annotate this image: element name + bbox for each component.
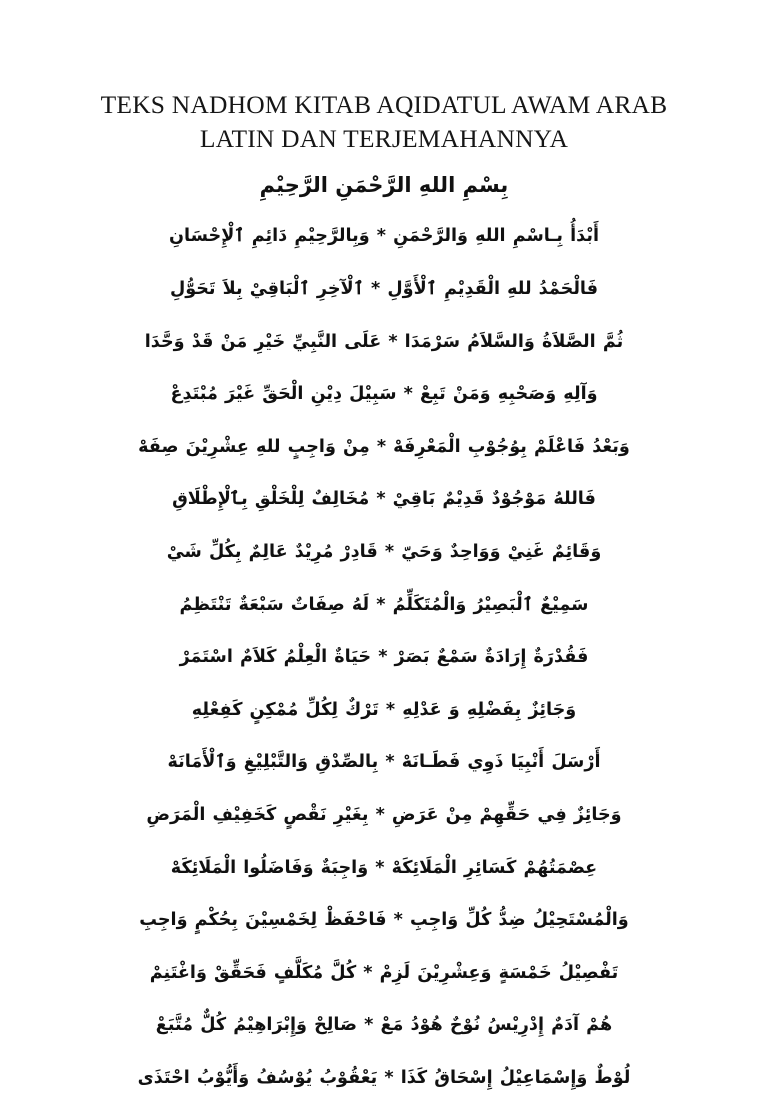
verse-line: أَبْدَأُ بِـاسْمِ اللهِ وَالرَّحْمَنِ * وَبِالرَّحِيْمِ دَائِمِ ٱلْإِحْسَانِ	[169, 226, 599, 247]
page-title-line-1: TEKS NADHOM KITAB AQIDATUL AWAM ARAB	[100, 90, 668, 119]
verse-line: هُمْ آدَمٌ إِدْرِيْسُ نُوْحٌ هُوْدُ مَعْ * صَالِحْ وَإِبْرَاهِيْمُ كُلٌّ مُتَّبَعْ	[155, 1015, 613, 1036]
verse-line: وَجَائِزٌ فِي حَقِّهِمْ مِنْ عَرَضِ * بِغَيْرِ نَقْصٍ كَخَفِيْفِ الْمَرَضِ	[146, 804, 622, 825]
verse-line: فَاللهُ مَوْجُوْدٌ قَدِيْمٌ بَاقِيْ * مُخَالِفٌ لِلْخَلْقِ بِٱلْإِطْلَاقِ	[172, 489, 596, 510]
verse-line: وَآلِهِ وَصَحْبِهِ وَمَنْ تَبِعْ * سَبِيْلَ دِيْنِ الْحَقِّ غَيْرَ مُبْتَدِعْ	[170, 384, 598, 405]
page-title-line-2: LATIN DAN TERJEMAHANNYA	[199, 123, 569, 153]
verse-line: لُوْطٌ وَإِسْمَاعِيْلُ إِسْحَاقُ كَذَا * يَعْقُوْبُ يُوْسُفُ وَأَيُّوْبُ احْتَذَى	[137, 1067, 631, 1088]
verse-line: وَجَائِزٌ بِفَضْلِهِ وَ عَدْلِهِ * تَرْكٌ لِكُلِّ مُمْكِنٍ كَفِعْلِهِ	[191, 699, 577, 720]
verse-line: عِصْمَتُهُمْ كَسَائِرِ الْمَلَائِكَهْ * وَاجِبَةٌ وَفَاضَلُوا الْمَلَائِكَهْ	[170, 857, 598, 878]
verse-line: تَفْصِيْلُ خَمْسَةٍ وَعِشْرِيْنَ لَزِمْ * كُلَّ مُكَلَّفٍ فَحَقِّقْ وَاغْتَنِمْ	[149, 962, 619, 983]
verse-line: وَبَعْدُ فَاعْلَمْ بِوُجُوْبِ الْمَعْرِفَهْ * مِنْ وَاجِبٍ للهِ عِشْرِيْنَ صِفَهْ	[138, 436, 630, 457]
verse-line: ثُمَّ الصَّلاَةُ وَالسَّلاَمُ سَرْمَدَا * عَلَى النَّبِيِّ خَيْرِ مَنْ قَدْ وَحَّدَا	[144, 331, 624, 352]
verse-line: أَرْسَلَ أَنْبِيَا ذَوِي فَطَـانَهْ * بِالصِّدْقِ وَالتَّبْلِيْغِ وَٱلْأَمَانَهْ	[167, 752, 601, 773]
verse-line: فَالْحَمْدُ للهِ الْقَدِيْمِ ٱلْأَوَّلِ * ٱلْآخِرِ ٱلْبَاقِيْ بِلاَ تَحَوُّلِ	[169, 279, 599, 300]
verse-line: وَقَائِمٌ غَنِيْ وَوَاحِدٌ وَحَيّ * قَادِرْ مُرِيْدٌ عَالِمٌ بِكُلِّ شَيْ	[166, 542, 602, 563]
arabic-text-body	[72, 169, 696, 1096]
basmalah-line: بِسْمِ اللهِ الرَّحْمَنِ الرَّحِيْمِ	[259, 173, 509, 198]
verse-line: سَمِيْعٌ ٱلْبَصِيْرُ وَالْمُتَكَلِّمُ * لَهُ صِفَاتٌ سَبْعَةٌ تَنْتَظِمُ	[179, 594, 589, 615]
verse-line: وَالْمُسْتَحِيْلُ ضِدُّ كُلِّ وَاجِبِ * فَاحْفَظْ لِخَمْسِيْنَ بِحُكْمٍ وَاجِبِ	[139, 910, 629, 931]
verse-line: فَقُدْرَةٌ إِرَادَةٌ سَمْعٌ بَصَرْ * حَيَاةٌ الْعِلْمُ كَلاَمٌ اسْتَمَرْ	[179, 647, 589, 668]
page-title	[72, 88, 696, 155]
verse-list	[72, 219, 696, 1096]
